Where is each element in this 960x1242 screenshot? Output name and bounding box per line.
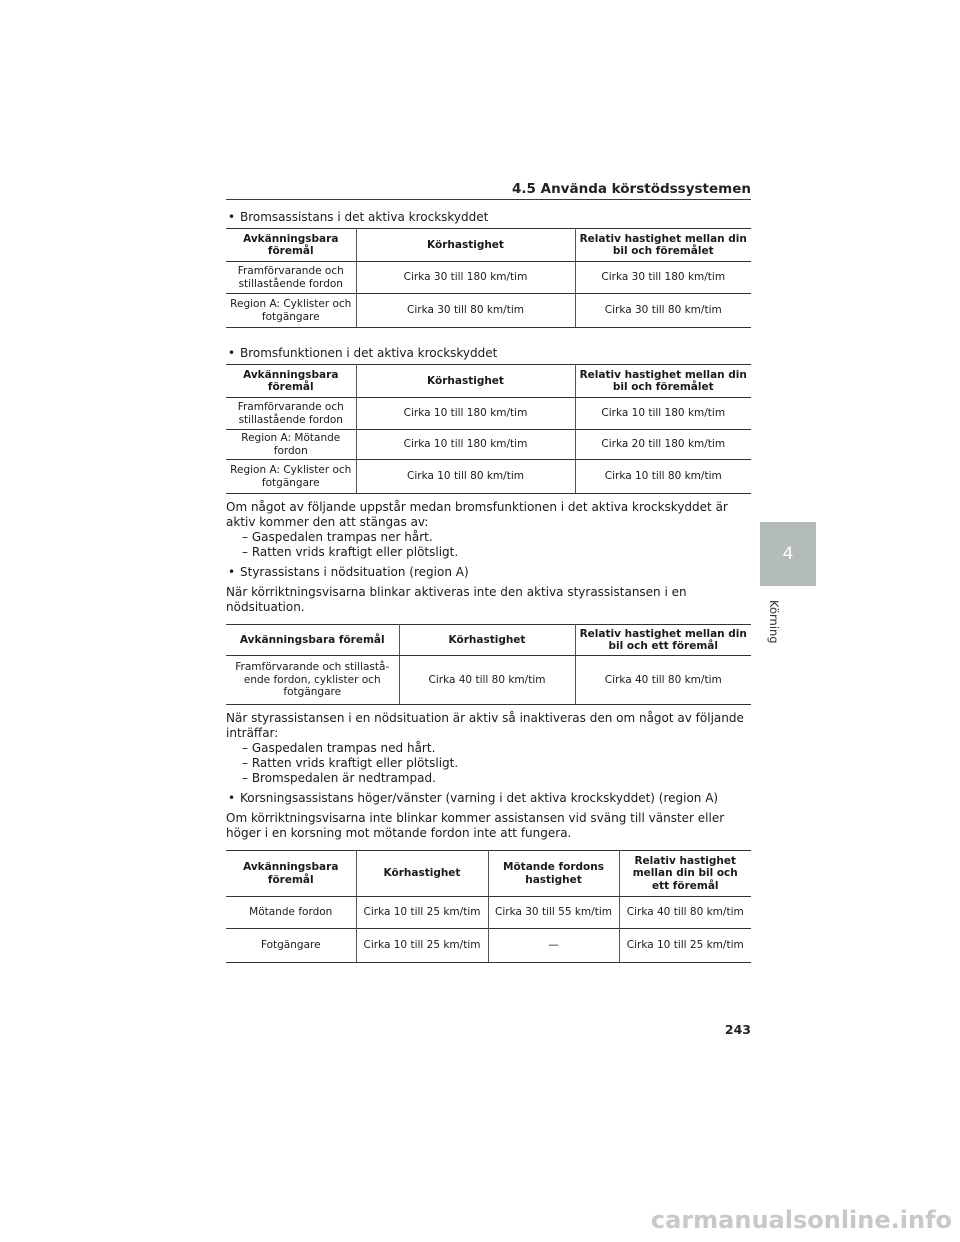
table-cell: Region A: Cyklister och fotgängare [226,460,356,494]
table-cell: Cirka 10 till 25 km/tim [356,929,488,963]
table-intersection-assist [226,850,751,963]
table-cell: Fotgängare [226,929,356,963]
table-header-cell: Relativ hastighet mellan din bil och ett föremål [619,851,751,897]
table-cell: — [488,929,619,963]
table-cell: Cirka 10 till 180 km/tim [356,430,575,460]
paragraph-steering-deactivation: När styrassistansen i en nödsituation är aktiv så inaktiveras den om något av följande inträffar: [226,711,744,740]
table-row [226,398,751,430]
table-row [226,460,751,494]
table-header-cell: Avkänningsbara föremål [226,365,356,398]
table-cell: Cirka 20 till 180 km/tim [575,430,751,460]
page-number: 243 [724,1022,751,1037]
table-brake-function [226,364,751,494]
table-row [226,656,751,705]
table-header-cell: Relativ hastighet mellan din bil och ett föremål [575,625,751,656]
table-cell: Cirka 30 till 55 km/tim [488,897,619,929]
table-header-cell: Körhastighet [356,229,575,262]
dash-item: – Gaspedalen trampas ner hårt. [242,530,433,544]
table-cell: Cirka 10 till 25 km/tim [619,929,751,963]
table-cell: Cirka 30 till 80 km/tim [356,294,575,328]
watermark: carmanualsonline.info [650,1206,952,1234]
table-header-cell: Avkänningsbara föremål [226,229,356,262]
table-cell: Cirka 40 till 80 km/tim [575,656,751,705]
table-cell: Framförvarande och stillastå-ende fordon, cyklister och fotgängare [226,656,399,705]
paragraph-steering-turn-signal: När körriktningsvisarna blinkar aktiveras inte den aktiva styrassistansen i en nödsituation. [226,585,687,614]
table-cell: Cirka 30 till 180 km/tim [356,262,575,294]
table-cell: Framförvarande och stillastående fordon [226,398,356,430]
dash-item: – Gaspedalen trampas ned hårt. [242,741,436,755]
paragraph-deactivation: Om något av följande uppstår medan bromsfunktionen i det aktiva krockskyddet är aktiv kommer den att stängas av: [226,500,728,529]
table-cell: Cirka 10 till 180 km/tim [575,398,751,430]
table-cell: Cirka 30 till 80 km/tim [575,294,751,328]
table-cell: Cirka 40 till 80 km/tim [619,897,751,929]
bullet-brake-function: • Bromsfunktionen i det aktiva krockskyddet [226,346,751,361]
chapter-tab [760,522,816,586]
bullet-steering-assist: • Styrassistans i nödsituation (region A) [226,565,751,580]
table-cell: Cirka 30 till 180 km/tim [575,262,751,294]
table-header-cell: Körhastighet [399,625,575,656]
table-brake-assist [226,228,751,328]
table-header-cell: Avkänningsbara föremål [226,625,399,656]
table-header-cell: Mötande fordons hastighet [488,851,619,897]
table-cell: Mötande fordon [226,897,356,929]
table-cell: Region A: Cyklister och fotgängare [226,294,356,328]
table-row [226,929,751,963]
table-row [226,430,751,460]
table-header-cell: Relativ hastighet mellan din bil och föremålet [575,365,751,398]
table-row [226,262,751,294]
header-rule [226,199,751,200]
paragraph-intersection: Om körriktningsvisarna inte blinkar kommer assistansen vid sväng till vänster eller höger i en korsning mot mötande fordon inte att fungera. [226,811,725,840]
table-steering-assist [226,624,751,705]
dash-item: – Bromspedalen är nedtrampad. [242,771,436,785]
table-cell: Cirka 40 till 80 km/tim [399,656,575,705]
table-cell: Cirka 10 till 80 km/tim [575,460,751,494]
table-cell: Region A: Mötande fordon [226,430,356,460]
table-header-cell: Relativ hastighet mellan din bil och föremålet [575,229,751,262]
table-cell: Framförvarande och stillastående fordon [226,262,356,294]
section-header-title: 4.5 Använda körstödssystemen [512,181,751,197]
table-cell: Cirka 10 till 180 km/tim [356,398,575,430]
table-row [226,294,751,328]
chapter-label: Körning [767,600,781,644]
table-header-cell: Körhastighet [356,851,488,897]
dash-item: – Ratten vrids kraftigt eller plötsligt. [242,756,459,770]
table-header-cell: Avkänningsbara föremål [226,851,356,897]
chapter-number: 4 [782,544,794,564]
dash-item: – Ratten vrids kraftigt eller plötsligt. [242,545,459,559]
bullet-intersection-assist: • Korsningsassistans höger/vänster (varning i det aktiva krockskyddet) (region A) [226,791,751,806]
table-cell: Cirka 10 till 80 km/tim [356,460,575,494]
table-header-cell: Körhastighet [356,365,575,398]
table-cell: Cirka 10 till 25 km/tim [356,897,488,929]
bullet-brake-assist: • Bromsassistans i det aktiva krockskyddet [226,210,751,225]
table-row [226,897,751,929]
page-content [226,210,751,963]
